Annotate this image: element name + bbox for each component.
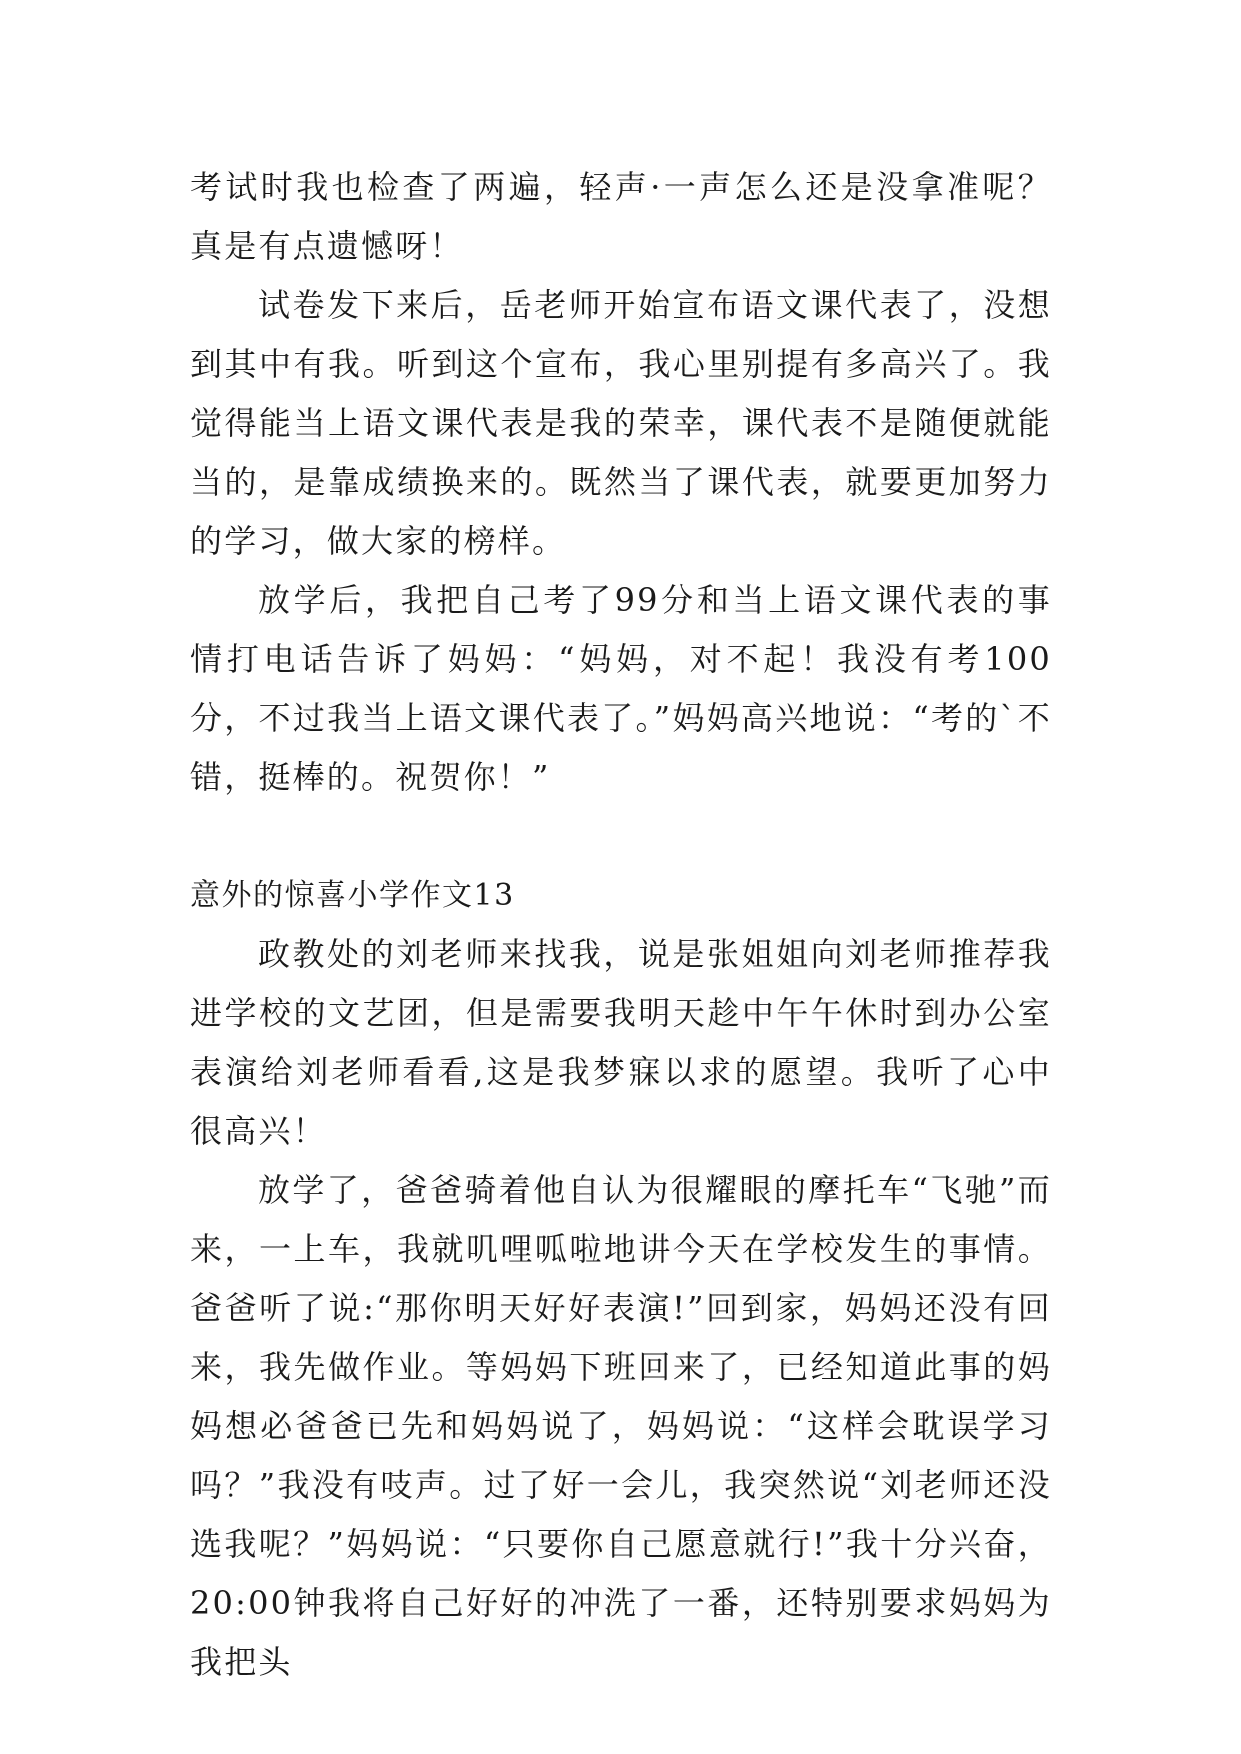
document-body [190, 158, 1052, 1692]
section-title: 意外的惊喜小学作文13 [190, 878, 515, 913]
paragraph: 放学后，我把自己考了99分和当上语文课代表的事情打电话告诉了妈妈：“妈妈，对不起！我没有考100分，不过我当上语文课代表了。”妈妈高兴地说：“考的`不错，挺棒的。祝贺你！” [190, 581, 1052, 796]
section-spacer [190, 807, 1052, 866]
paragraph: 考试时我也检查了两遍，轻声·一声怎么还是没拿准呢？真是有点遗憾呀！ [190, 168, 1052, 265]
paragraph: 试卷发下来后，岳老师开始宣布语文课代表了，没想到其中有我。听到这个宣布，我心里别提有多高兴了。我觉得能当上语文课代表是我的荣幸，课代表不是随便就能当的，是靠成绩换来的。既然当了课代表，就要更加努力的学习，做大家的榜样。 [190, 286, 1052, 560]
paragraph: 放学了，爸爸骑着他自认为很耀眼的摩托车“飞驰”而来，一上车，我就叽哩呱啦地讲今天在学校发生的事情。爸爸听了说:“那你明天好好表演!”回到家，妈妈还没有回来，我先做作业。等妈妈下班回来了，已经知道此事的妈妈想必爸爸已先和妈妈说了，妈妈说：“这样会耽误学习吗？”我没有吱声。过了好一会儿，我突然说“刘老师还没选我呢？”妈妈说：“只要你自己愿意就行!”我十分兴奋，20:00钟我将自己好好的冲洗了一番，还特别要求妈妈为我把头 [190, 1171, 1052, 1681]
paragraph: 政教处的刘老师来找我，说是张姐姐向刘老师推荐我进学校的文艺团，但是需要我明天趁中午午休时到办公室表演给刘老师看看,这是我梦寐以求的愿望。我听了心中很高兴！ [190, 935, 1052, 1150]
